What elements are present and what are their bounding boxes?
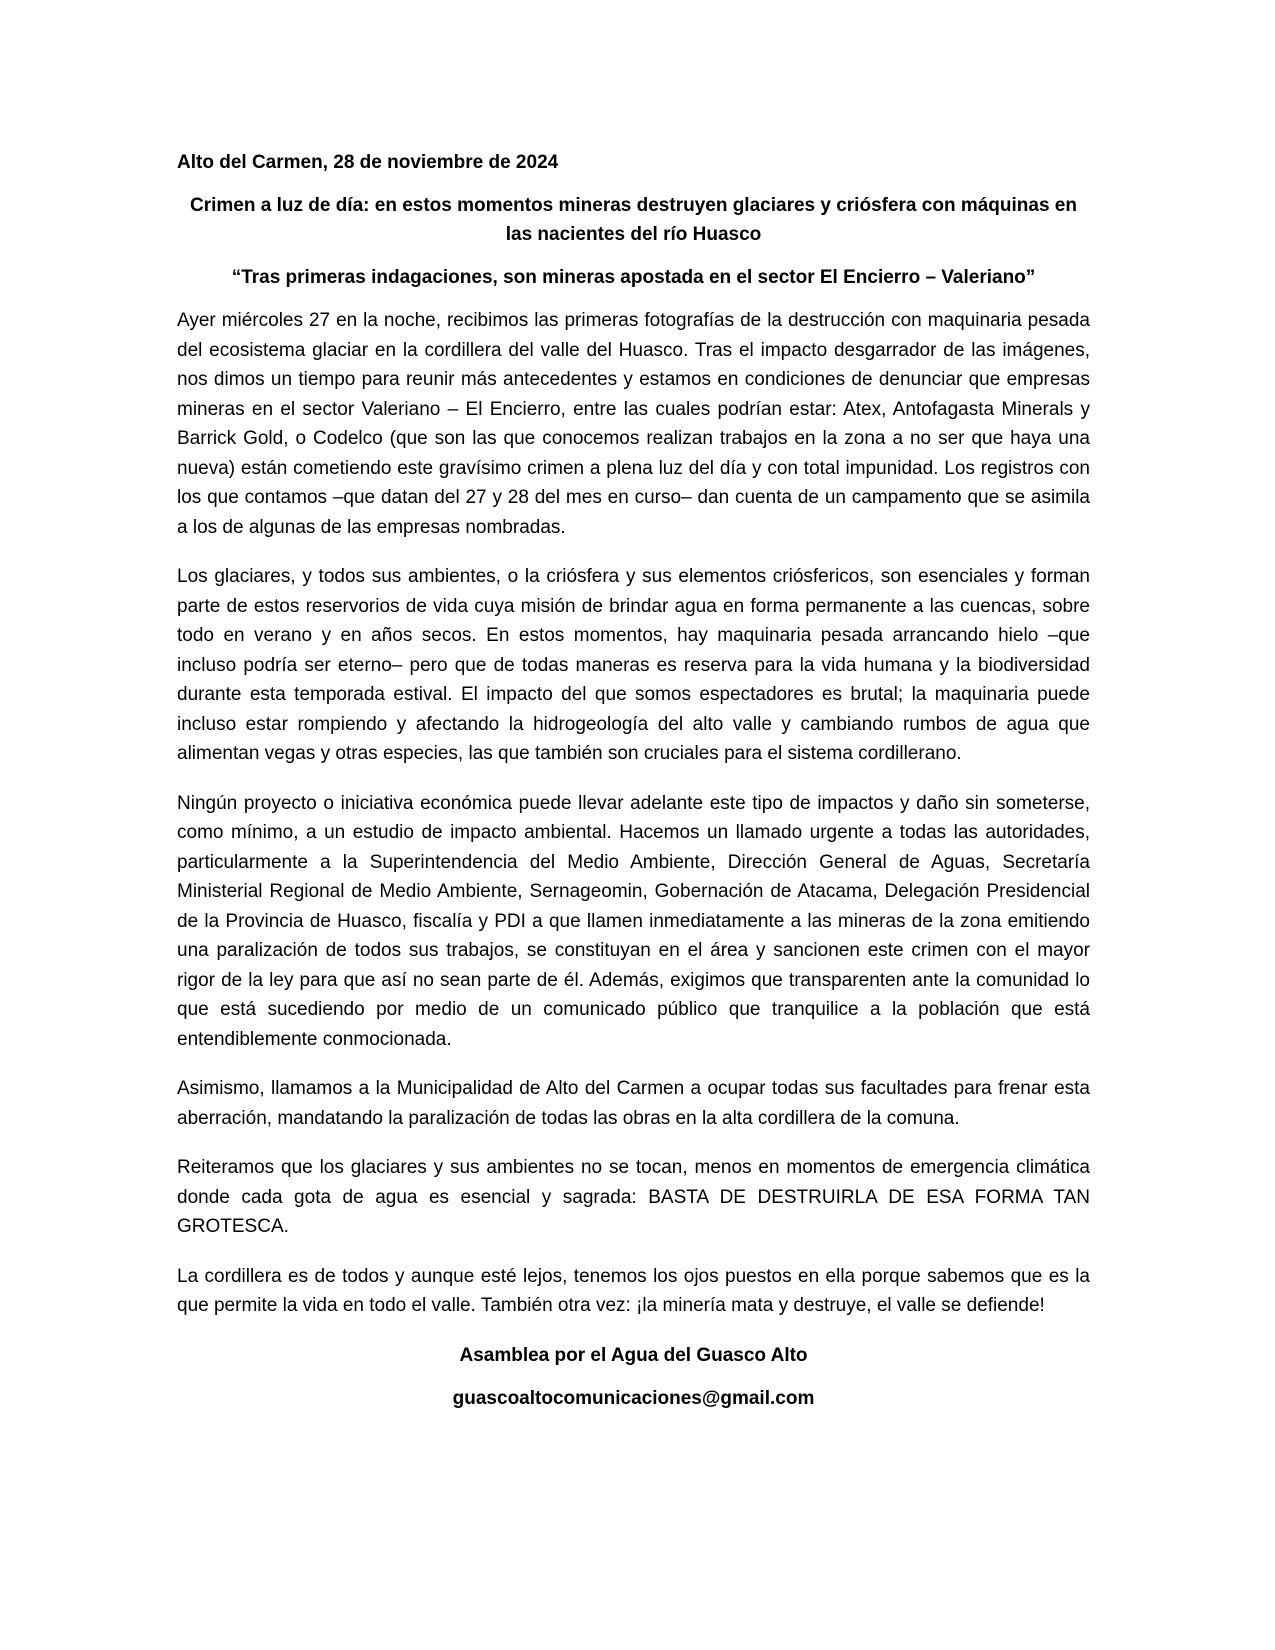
paragraph-6: La cordillera es de todos y aunque esté lejos, tenemos los ojos puestos en ella porque sabemos que es la que permite la vida en todo el valle. También otra vez: ¡la minería mata y destruye, el valle se defiende! xyxy=(177,1265,1090,1316)
paragraph-1: Ayer miércoles 27 en la noche, recibimos las primeras fotografías de la destrucción con maquinaria pesada del ecosistema glaciar en la cordillera del valle del Huasco. Tras el impacto desgarrador de las imágenes, nos dimos un tiempo para reunir más antecedentes y estamos en condiciones de denunciar que empresas mineras en el sector Valeriano – El Encierro, entre las cuales podrían estar: Atex, Antofagasta Minerals y Barrick Gold, o Codelco (que son las que conocemos realizan trabajos en la zona a no ser que haya una nueva) están cometiendo este gravísimo crimen a plena luz del día y con total impunidad. Los registros con los que contamos –que datan del 27 y 28 del mes en curso– dan cuenta de un campamento que se asimila a los de algunas de las empresas nombradas. xyxy=(177,310,1090,538)
subtitle-quote: “Tras primeras indagaciones, son mineras apostada en el sector El Encierro – Valeriano” xyxy=(231,267,1036,288)
contact-email: guascoaltocomunicaciones@gmail.com xyxy=(452,1387,815,1409)
dateline: Alto del Carmen, 28 de noviembre de 2024 xyxy=(177,152,559,173)
signature: Asamblea por el Agua del Guasco Alto xyxy=(459,1344,808,1366)
paragraph-5: Reiteramos que los glaciares y sus ambientes no se tocan, menos en momentos de emergencia climática donde cada gota de agua es esencial y sagrada: BASTA DE DESTRUIRLA DE ESA FORMA TAN GROTESCA. xyxy=(177,1157,1090,1237)
paragraph-3: Ningún proyecto o iniciativa económica puede llevar adelante este tipo de impactos y daño sin someterse, como mínimo, a un estudio de impacto ambiental. Hacemos un llamado urgente a todas las autoridades, particularmente a la Superintendencia del Medio Ambiente, Dirección General de Aguas, Secretaría Ministerial Regional de Medio Ambiente, Sernageomin, Gobernación de Atacama, Delegación Presidencial de la Provincia de Huasco, fiscalía y PDI a que llamen inmediatamente a las mineras de la zona emitiendo una paralización de todos sus trabajos, se constituyan en el área y sancionen este crimen con el mayor rigor de la ley para que así no sean parte de él. Además, exigimos que transparenten ante la comunidad lo que está sucediendo por medio de un comunicado público que tranquilice a la población que está entendiblemente conmocionada. xyxy=(177,792,1090,1050)
paragraph-4: Asimismo, llamamos a la Municipalidad de Alto del Carmen a ocupar todas sus facultades para frenar esta aberración, mandatando la paralización de todas las obras en la alta cordillera de la comuna. xyxy=(177,1078,1090,1129)
paragraph-2: Los glaciares, y todos sus ambientes, o la criósfera y sus elementos criósfericos, son esenciales y forman parte de estos reservorios de vida cuya misión de brindar agua en forma permanente a las cuencas, sobre todo en verano y en años secos. En estos momentos, hay maquinaria pesada arrancando hielo –que incluso podría ser eterno– pero que de todas maneras es reserva para la vida humana y la biodiversidad durante esta temporada estival. El impacto del que somos espectadores es brutal; la maquinaria puede incluso estar rompiendo y afectando la hidrogeología del alto valle y cambiando rumbos de agua que alimentan vegas y otras especies, las que también son cruciales para el sistema cordillerano. xyxy=(177,566,1090,764)
document-page xyxy=(177,148,1090,1413)
headline: Crimen a luz de día: en estos momentos mineras destruyen glaciares y criósfera con máquinas en las nacientes del río Huasco xyxy=(190,195,1077,245)
